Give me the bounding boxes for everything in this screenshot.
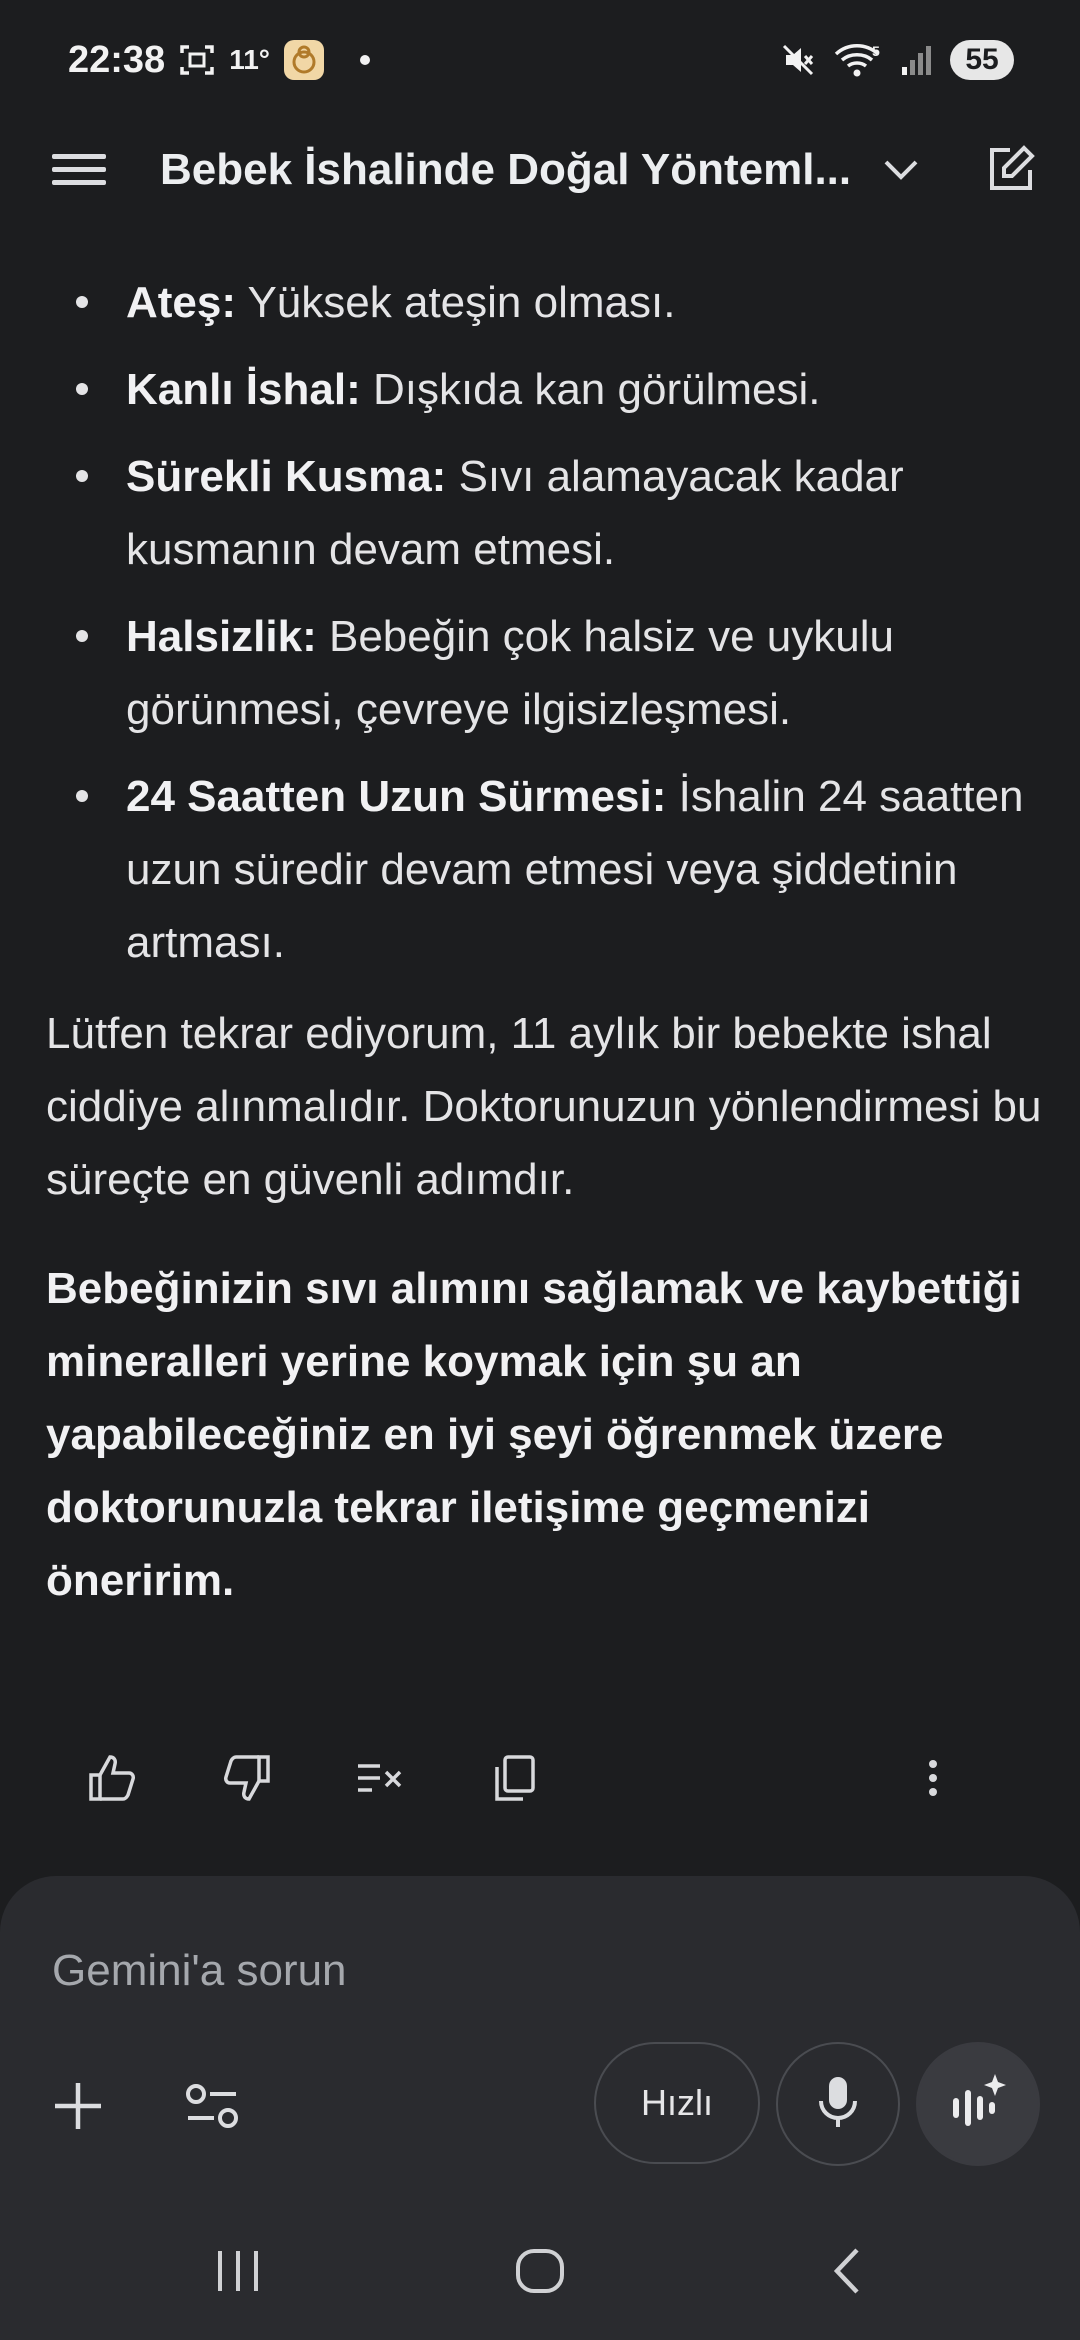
thumbs-up-icon[interactable] <box>78 1743 148 1813</box>
system-nav-bar <box>0 2200 1080 2340</box>
response-content <box>46 266 1046 1617</box>
prompt-input[interactable]: Gemini'a sorun <box>52 1946 347 1995</box>
warning-signs-list <box>46 266 1046 979</box>
bullet-marker <box>76 470 88 482</box>
battery-level: 55 <box>950 40 1014 80</box>
list-item <box>46 266 1046 339</box>
back-icon[interactable] <box>818 2246 874 2296</box>
bullet-marker <box>76 383 88 395</box>
menu-icon[interactable] <box>50 141 108 199</box>
recents-icon[interactable] <box>210 2246 266 2296</box>
list-item-heading: 24 Saatten Uzun Sürmesi: <box>126 772 667 821</box>
list-item-heading: Ateş: <box>126 278 237 327</box>
status-bar <box>0 0 1080 120</box>
list-item-heading: Kanlı İshal: <box>126 365 361 414</box>
list-item-heading: Sürekli Kusma: <box>126 452 447 501</box>
list-item-text: İshalin 24 saatten uzun süredir devam etmesi veya şiddetinin artması. <box>126 772 1024 967</box>
live-button[interactable] <box>916 2042 1040 2166</box>
conversation-title[interactable]: Bebek İshalinde Doğal Yönteml... <box>160 145 852 194</box>
wifi-band-label: 5 <box>872 43 880 59</box>
signal-icon <box>900 43 934 77</box>
app-badge-icon <box>284 40 324 80</box>
live-icon <box>949 2072 1007 2137</box>
plus-icon[interactable] <box>44 2072 112 2140</box>
home-icon[interactable] <box>512 2246 568 2296</box>
model-mode-label: Hızlı <box>641 2082 713 2123</box>
tools-icon[interactable] <box>178 2072 246 2140</box>
mic-button[interactable] <box>776 2042 900 2166</box>
list-item-text: Yüksek ateşin olması. <box>236 278 676 327</box>
notification-dot <box>360 55 370 65</box>
temperature: 11° <box>229 44 270 75</box>
bullet-marker <box>76 630 88 642</box>
mute-icon <box>780 42 816 78</box>
list-item-heading: Halsizlik: <box>126 612 317 661</box>
model-mode-button[interactable] <box>594 2042 760 2164</box>
list-item-text: Sıvı alamayacak kadar kusmanın devam etmesi. <box>126 452 904 574</box>
app-bar <box>0 120 1080 220</box>
bullet-marker <box>76 790 88 802</box>
more-vert-icon[interactable] <box>898 1743 968 1813</box>
double-check-icon[interactable] <box>346 1743 416 1813</box>
thumbs-down-icon[interactable] <box>211 1743 281 1813</box>
list-item-text: Dışkıda kan görülmesi. <box>360 365 821 414</box>
bullet-marker <box>76 296 88 308</box>
list-item-text: Bebeğin çok halsiz ve uykulu görünmesi, çevreye ilgisizleşmesi. <box>126 612 894 734</box>
wifi-icon <box>832 42 884 78</box>
copy-icon[interactable] <box>480 1743 550 1813</box>
mic-icon <box>818 2075 858 2134</box>
list-item <box>46 760 1046 979</box>
list-item <box>46 600 1046 746</box>
list-item <box>46 353 1046 426</box>
clock: 22:38 <box>68 38 166 81</box>
chevron-down-icon[interactable] <box>879 148 923 192</box>
response-paragraph: Lütfen tekrar ediyorum, 11 aylık bir bebekte ishal ciddiye alınmalıdır. Doktorunuzun yönlendirmesi bu süreçte en güvenli adımdır. <box>46 1009 1042 1204</box>
edit-icon[interactable] <box>980 140 1040 200</box>
response-actions <box>0 1738 1080 1818</box>
screenshot-icon <box>179 43 215 77</box>
response-bold-paragraph: Bebeğinizin sıvı alımını sağlamak ve kaybettiği mineralleri yerine koymak için şu an yapabileceğiniz en iyi şeyi öğrenmek üzere doktorunuzla tekrar iletişime geçmenizi öneririm. <box>46 1264 1022 1605</box>
list-item <box>46 440 1046 586</box>
